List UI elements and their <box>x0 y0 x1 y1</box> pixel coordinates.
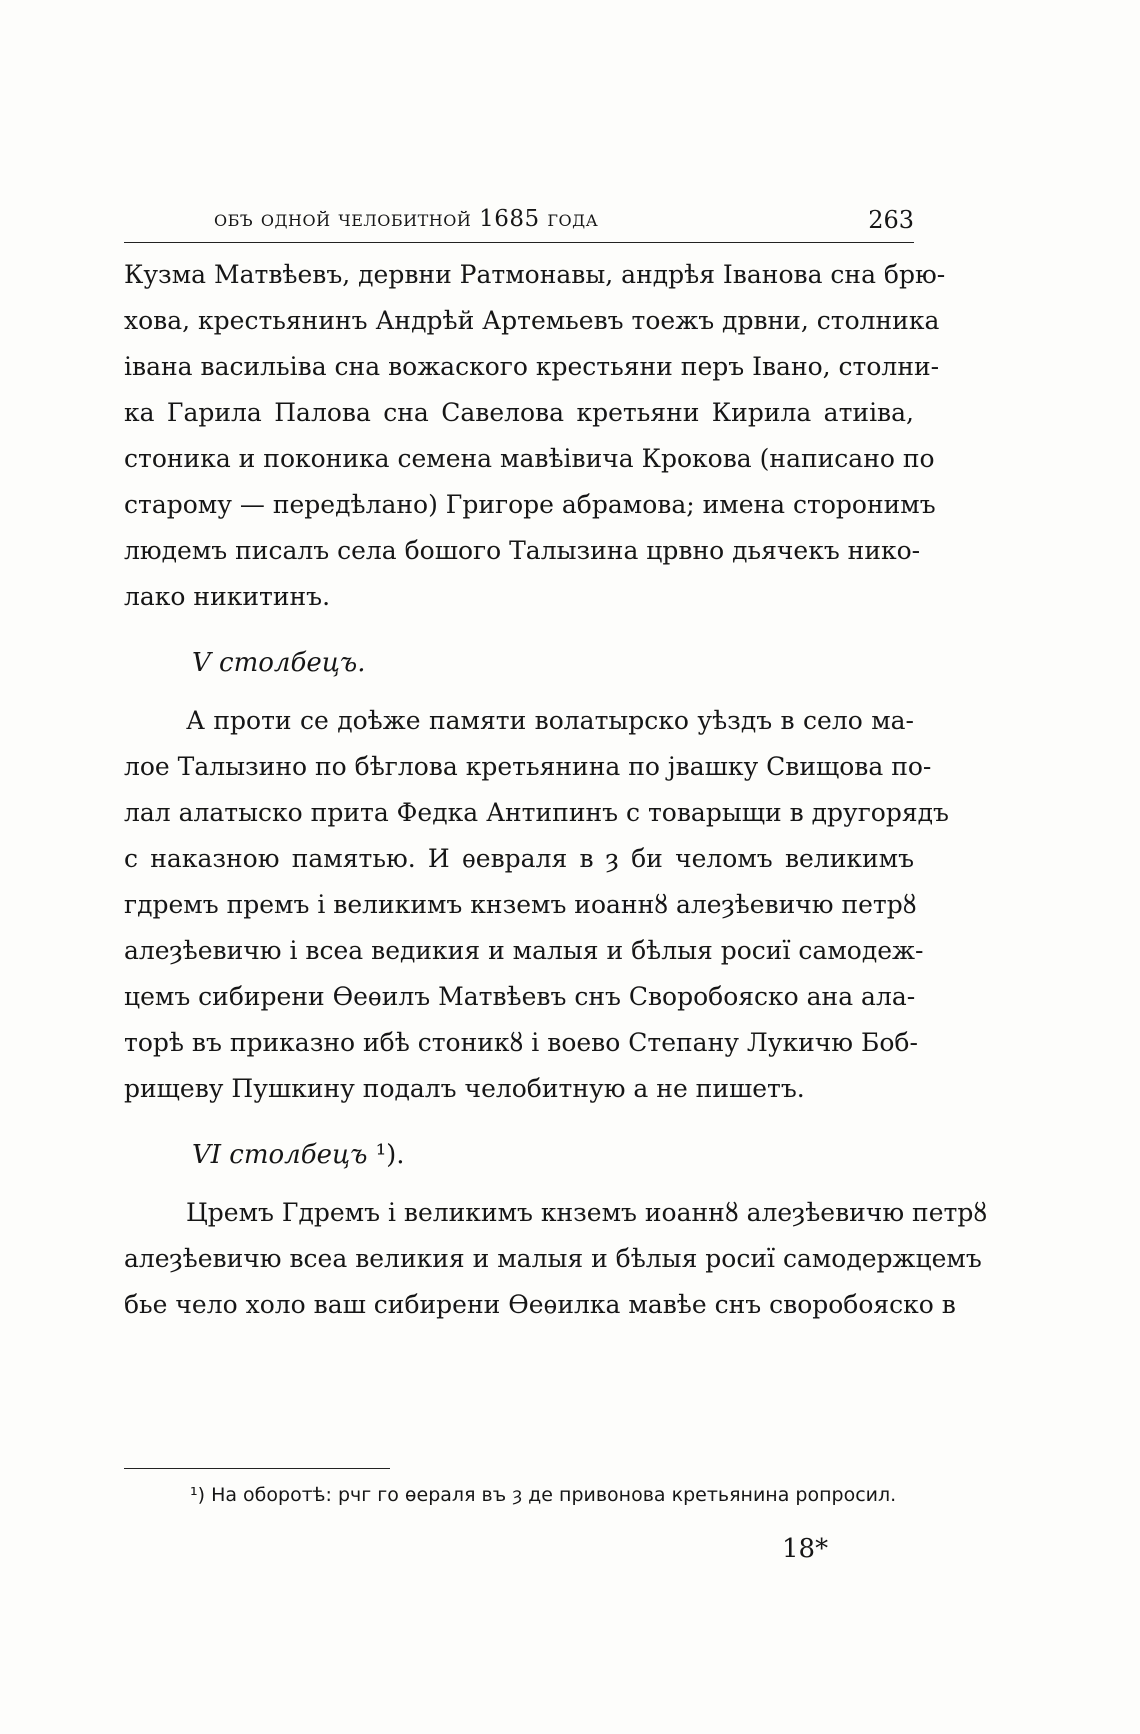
text-line: людемъ писалъ села бошого Талызина црвно дьячекъ нико- <box>124 536 921 565</box>
text-line: с наказною памятью. И ѳевраля в ȝ би челомъ великимъ <box>124 844 914 873</box>
running-title: объ одной челобитной 1685 года <box>214 206 599 232</box>
text-line: Цремъ Гдремъ і великимъ кнземъ иоаннȣ алеȝѣевичю петрȣ <box>186 1198 988 1227</box>
section-heading-vi-text: VI столбецъ <box>192 1140 368 1170</box>
text-line: Кузма Матвѣевъ, дервни Ратмонавы, андрѣя Іванова сна брю- <box>124 260 946 289</box>
section-heading-v: V столбецъ. <box>192 648 366 678</box>
footnote-reference: ¹). <box>375 1140 405 1170</box>
text-line: торѣ въ приказно ибѣ стоникȣ і воево Степану Лукичю Боб- <box>124 1028 918 1057</box>
text-line: лал алатыско прита Федка Антипинъ с товарыщи в другорядъ <box>124 798 949 827</box>
text-line: алеȝѣевичю і всеа ведикия и малыя и бѣлыя росиї самодеж- <box>124 936 924 965</box>
text-line: старому — передѣлано) Григоре абрамова; имена сторонимъ <box>124 490 936 519</box>
text-line: ка Гарила Палова сна Савелова кретьяни Кирила атиіва, <box>124 398 914 427</box>
footnote-divider <box>124 1468 390 1469</box>
footnote: ¹) На оборотѣ: рчг го ѳераля въ ȝ де привонова кретьянина ропросил. <box>190 1484 897 1506</box>
text-line: А проти се доѣже памяти волатырско уѣздъ в село ма- <box>186 706 914 735</box>
text-line: алеȝѣевичю всеа великия и малыя и бѣлыя росиї самодержцемъ <box>124 1244 982 1273</box>
text-line: стоника и поконика семена мавѣівича Крокова (написано по <box>124 444 935 473</box>
text-line: хова, крестьянинъ Андрѣй Артемьевъ тоежъ дрвни, столника <box>124 306 940 335</box>
text-line: лако никитинъ. <box>124 582 331 611</box>
text-line: бье чело холо ваш сибирени Ѳеѳилка мавѣе снъ своробояско в <box>124 1290 956 1319</box>
text-line: гдремъ премъ і великимъ кнземъ иоаннȣ алеȝѣевичю петрȣ <box>124 890 917 919</box>
text-line: цемъ сибирени Ѳеѳилъ Матвѣевъ снъ Своробояско ана ала- <box>124 982 916 1011</box>
text-line: лое Талызино по бѣглова кретьянина по јвашку Свищова по- <box>124 752 932 781</box>
text-line: рищеву Пушкину подалъ челобитную а не пишетъ. <box>124 1074 805 1103</box>
page-number: 263 <box>868 206 914 234</box>
text-line: івана васильіва сна вожаского крестьяни перъ Івано, столни- <box>124 352 940 381</box>
running-head <box>124 206 914 243</box>
signature-mark: 18* <box>782 1534 829 1564</box>
section-heading-vi <box>192 1140 405 1170</box>
